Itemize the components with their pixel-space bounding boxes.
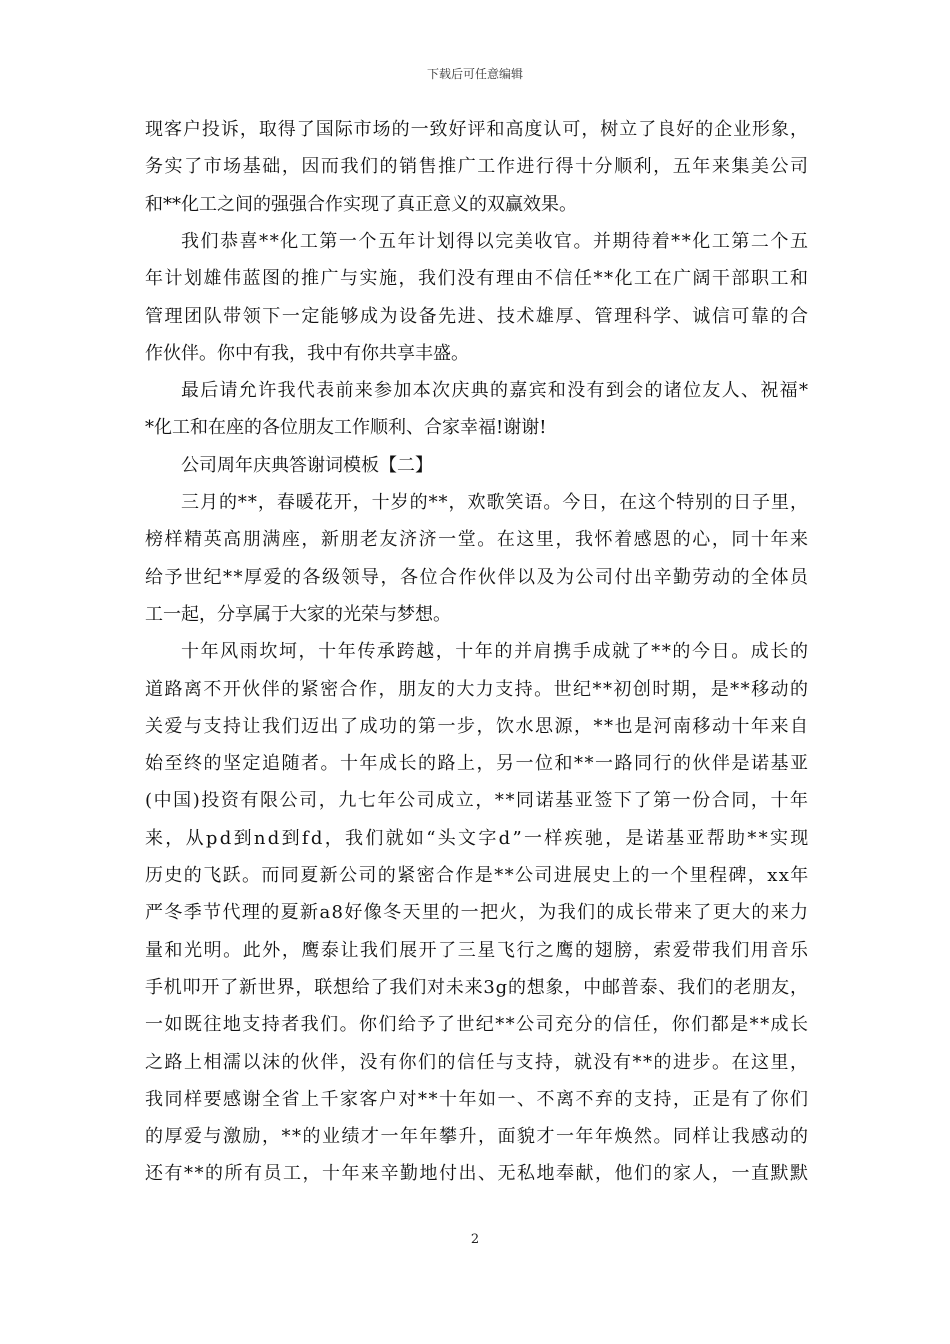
text-line: 手机叩开了新世界，联想给了我们对未来3g的想象，中邮普泰、我们的老朋友， — [145, 976, 809, 998]
page-number: 2 — [470, 1232, 480, 1247]
text-line: 作伙伴。你中有我，我中有你共享丰盛。 — [145, 342, 469, 364]
text-line: 关爱与支持让我们迈出了成功的第一步，饮水思源，**也是河南移动十年来自 — [145, 715, 810, 737]
text-line: 我同样要感谢全省上千家客户对**十年如一、不离不弃的支持，正是有了你们 — [145, 1088, 810, 1110]
text-line: 始至终的坚定追随者。十年成长的路上，另一位和**一路同行的伙伴是诺基亚 — [145, 753, 810, 775]
text-line: 给予世纪**厚爱的各级领导，各位合作伙伴以及为公司付出辛勤劳动的全体员 — [145, 566, 810, 588]
text-line: 道路离不开伙伴的紧密合作，朋友的大力支持。世纪**初创时期，是**移动的 — [145, 678, 810, 700]
text-line: 来，从pd到nd到fd，我们就如“头文字d”一样疾驰，是诺基亚帮助**实现 — [145, 827, 811, 849]
text-line: (中国)投资有限公司，九七年公司成立，**同诺基亚签下了第一份合同，十年 — [145, 790, 810, 812]
text-line: 和**化工之间的强强合作实现了真正意义的双赢效果。 — [145, 193, 577, 215]
text-line: *化工和在座的各位朋友工作顺利、合家幸福!谢谢! — [145, 417, 547, 439]
text-line: 榜样精英高朋满座，新朋老友济济一堂。在这里，我怀着感恩的心，同十年来 — [145, 529, 810, 551]
text-line: 务实了市场基础，因而我们的销售推广工作进行得十分顺利，五年来集美公司 — [145, 156, 810, 178]
text-line: 量和光明。此外，鹰泰让我们展开了三星飞行之鹰的翅膀，索爱带我们用音乐 — [145, 939, 810, 961]
text-line: 之路上相濡以沫的伙伴，没有你们的信任与支持，就没有**的进步。在这里， — [145, 1051, 810, 1073]
text-line: 十年风雨坎坷，十年传承跨越，十年的并肩携手成就了**的今日。成长的 — [181, 641, 810, 663]
text-line: 年计划雄伟蓝图的推广与实施，我们没有理由不信任**化工在广阔干部职工和 — [145, 268, 810, 290]
text-line: 管理团队带领下一定能够成为设备先进、技术雄厚、管理科学、诚信可靠的合 — [145, 305, 810, 327]
text-line: 工一起，分享属于大家的光荣与梦想。 — [145, 603, 451, 625]
text-line: 一如既往地支持者我们。你们给予了世纪**公司充分的信任，你们都是**成长 — [145, 1014, 810, 1036]
page-header: 下载后可任意编辑 — [426, 67, 523, 81]
text-line: 历史的飞跃。而同夏新公司的紧密合作是**公司进展史上的一个里程碑，xx年 — [145, 865, 810, 886]
text-line: 三月的**，春暖花开，十岁的**，欢歌笑语。今日，在这个特别的日子里， — [181, 492, 809, 513]
text-line: 我们恭喜**化工第一个五年计划得以完美收官。并期待着**化工第二个五 — [181, 230, 810, 252]
text-line: 严冬季节代理的夏新a8好像冬天里的一把火，为我们的成长带来了更大的来力 — [145, 902, 810, 924]
text-line: 现客户投诉，取得了国际市场的一致好评和高度认可，树立了良好的企业形象， — [145, 119, 809, 140]
text-line: 公司周年庆典答谢词模板【二】 — [181, 454, 433, 476]
text-line: 还有**的所有员工，十年来辛勤地付出、无私地奉献，他们的家人，一直默默 — [145, 1163, 810, 1185]
text-line: 最后请允许我代表前来参加本次庆典的嘉宾和没有到会的诸位友人、祝福* — [181, 380, 810, 402]
text-line: 的厚爱与激励，**的业绩才一年年攀升，面貌才一年年焕然。同样让我感动的 — [145, 1126, 810, 1148]
